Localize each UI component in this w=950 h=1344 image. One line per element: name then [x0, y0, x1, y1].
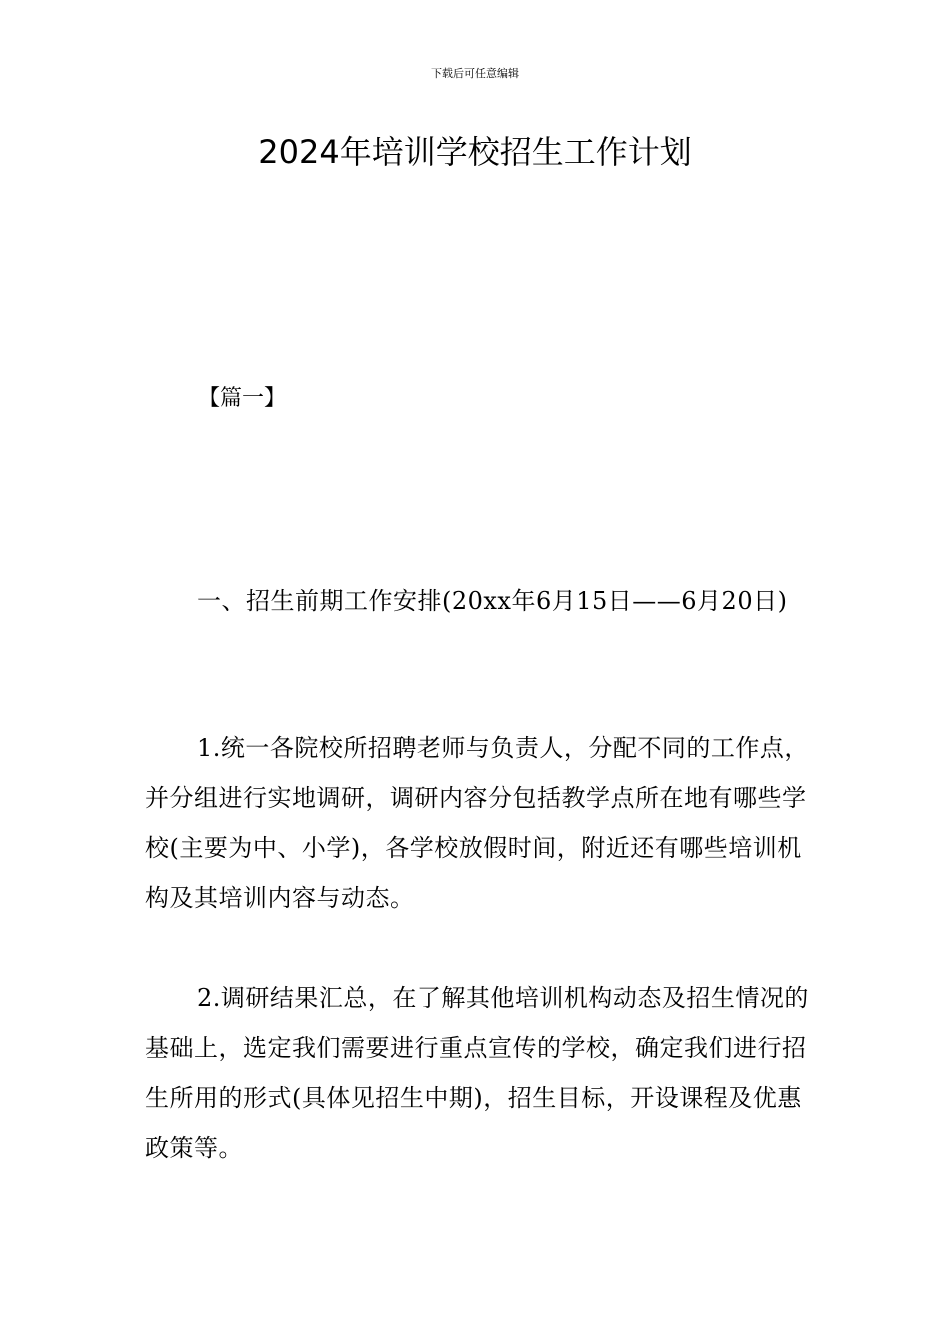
paragraph-item-1: 1.统一各院校所招聘老师与负责人，分配不同的工作点，并分组进行实地调研，调研内容分包括教学点所在地有哪些学校(主要为中、小学)，各学校放假时间，附近还有哪些培训机构及其培训内容与动态。 — [145, 734, 809, 912]
section-label: 【篇一】 — [198, 386, 287, 411]
paragraph-item-2: 2.调研结果汇总，在了解其他培训机构动态及招生情况的基础上，选定我们需要进行重点宣传的学校，确定我们进行招生所用的形式(具体见招生中期)，招生目标，开设课程及优惠政策等。 — [145, 984, 809, 1162]
header-note: 下载后可任意编辑 — [431, 67, 519, 80]
paragraph-phase-one: 一、招生前期工作安排(20xx年6月15日——6月20日) — [197, 587, 788, 615]
document-title: 2024年培训学校招生工作计划 — [258, 133, 692, 171]
